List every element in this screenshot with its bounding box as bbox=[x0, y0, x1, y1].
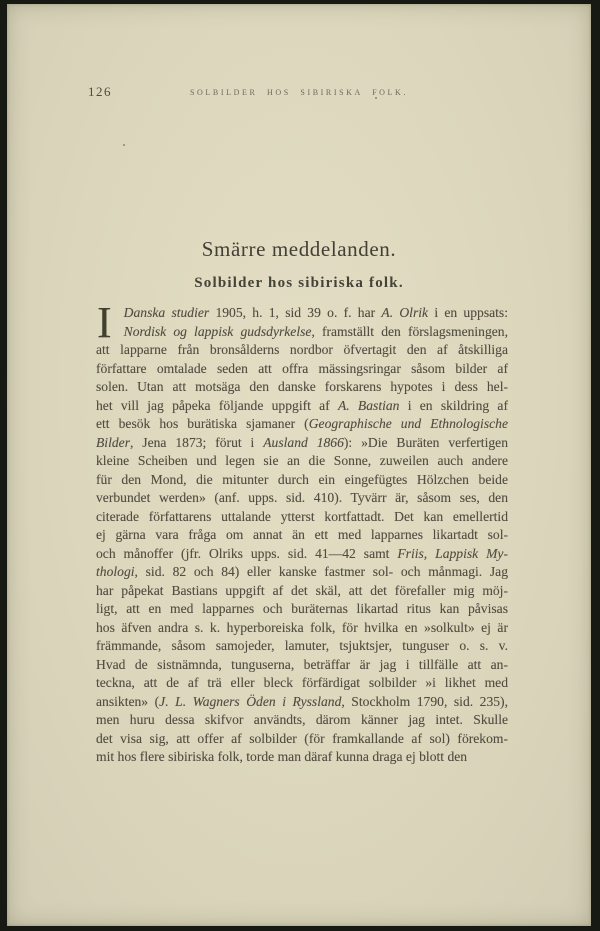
scan-speck bbox=[123, 144, 125, 146]
text-line: kleine Scheiben und legen sie an die Sonne, zuweilen auch andere bbox=[96, 453, 508, 468]
scan-speck bbox=[375, 97, 377, 99]
text-line: men huru dessa skifvor användts, därom känner jag intet. Skulle bbox=[96, 712, 508, 727]
text-line: solen. Utan att motsäga den danske forskarens hypotes i dess hel- bbox=[96, 379, 508, 394]
text-line: Nordisk og lappisk gudsdyrkelse, framställt den förslagsmeningen, bbox=[123, 323, 508, 339]
page-number: 126 bbox=[88, 84, 112, 99]
text-line: hos äfven andra s. k. hyperboreiska folk, för hvilka en »solkult» ej är bbox=[96, 619, 508, 635]
section-title: Smärre meddelanden. bbox=[201, 237, 397, 261]
text-line: ej gärna vara fråga om annat än ett med lapparnes likartadt sol- bbox=[96, 527, 508, 542]
text-line: Bilder, Jena 1873; förut i Ausland 1866): »Die Buräten verfertigen bbox=[96, 434, 508, 450]
paragraph bbox=[96, 298, 508, 767]
text-line: het vill jag påpeka följande uppgift af A. Bastian i en skildring af bbox=[96, 397, 508, 413]
text-line: für den Mond, die mitunter durch ein eingefügtes Hölzchen beide bbox=[96, 471, 508, 487]
text-line: har påpekat Bastians uppgift af det skäl, att det förefaller mig möj- bbox=[96, 582, 508, 598]
text-line: det visa sig, att offer af solbilder (för framkallande af sol) förekom- bbox=[96, 730, 508, 746]
text-line: att lapparne från bronsålderns nordbor öfvertagit den af åtskilliga bbox=[96, 342, 508, 357]
drop-cap: I bbox=[97, 298, 112, 347]
text-line: och månoffer (jfr. Olriks upps. sid. 41—42 samt Friis, Lappisk My- bbox=[96, 545, 508, 561]
article-title: Solbilder hos sibiriska folk. bbox=[194, 275, 404, 291]
paper-surface bbox=[7, 4, 591, 926]
text-line: ansikten» (J. L. Wagners Öden i Ryssland, Stockholm 1790, sid. 235), bbox=[96, 693, 508, 709]
text-line: Hvad de sistnämnda, tunguserna, beträffar är jag i tillfälle att an- bbox=[96, 656, 508, 672]
text-line: mit hos flere sibiriska folk, torde man däraf kunna draga ej blott den bbox=[96, 749, 468, 764]
text-line: verbundet werden» (anf. upps. sid. 410). Tyvärr är, såsom ses, den bbox=[96, 490, 508, 505]
text-line: teckna, att de af trä eller bleck förfärdigat solbilder »i likhet med bbox=[96, 675, 508, 690]
text-line: citerade författarens uttalande ytterst kortfattadt. Det kan emellertid bbox=[96, 508, 508, 524]
text-line: Danska studier 1905, h. 1, sid 39 o. f. har A. Olrik i en uppsats: bbox=[123, 305, 508, 320]
running-header: SOLBILDER HOS SIBIRISKA FOLK. bbox=[190, 88, 408, 97]
text-line: författare omtalade seden att offra mässingsringar såsom bilder af bbox=[96, 360, 508, 376]
text-line: thologi, sid. 82 och 84) eller kanske fastmer sol- och månmagi. Jag bbox=[96, 564, 508, 579]
text-line: ligt, att en med lapparnes och buräternas likartad ritus kan påvisas bbox=[96, 601, 508, 616]
text-line: främmande, såsom samojeder, lamuter, tsjuktsjer, tunguser o. s. v. bbox=[96, 638, 508, 653]
text-line: ett besök hos burätiska sjamaner (Geographische und Ethnologische bbox=[96, 416, 508, 431]
